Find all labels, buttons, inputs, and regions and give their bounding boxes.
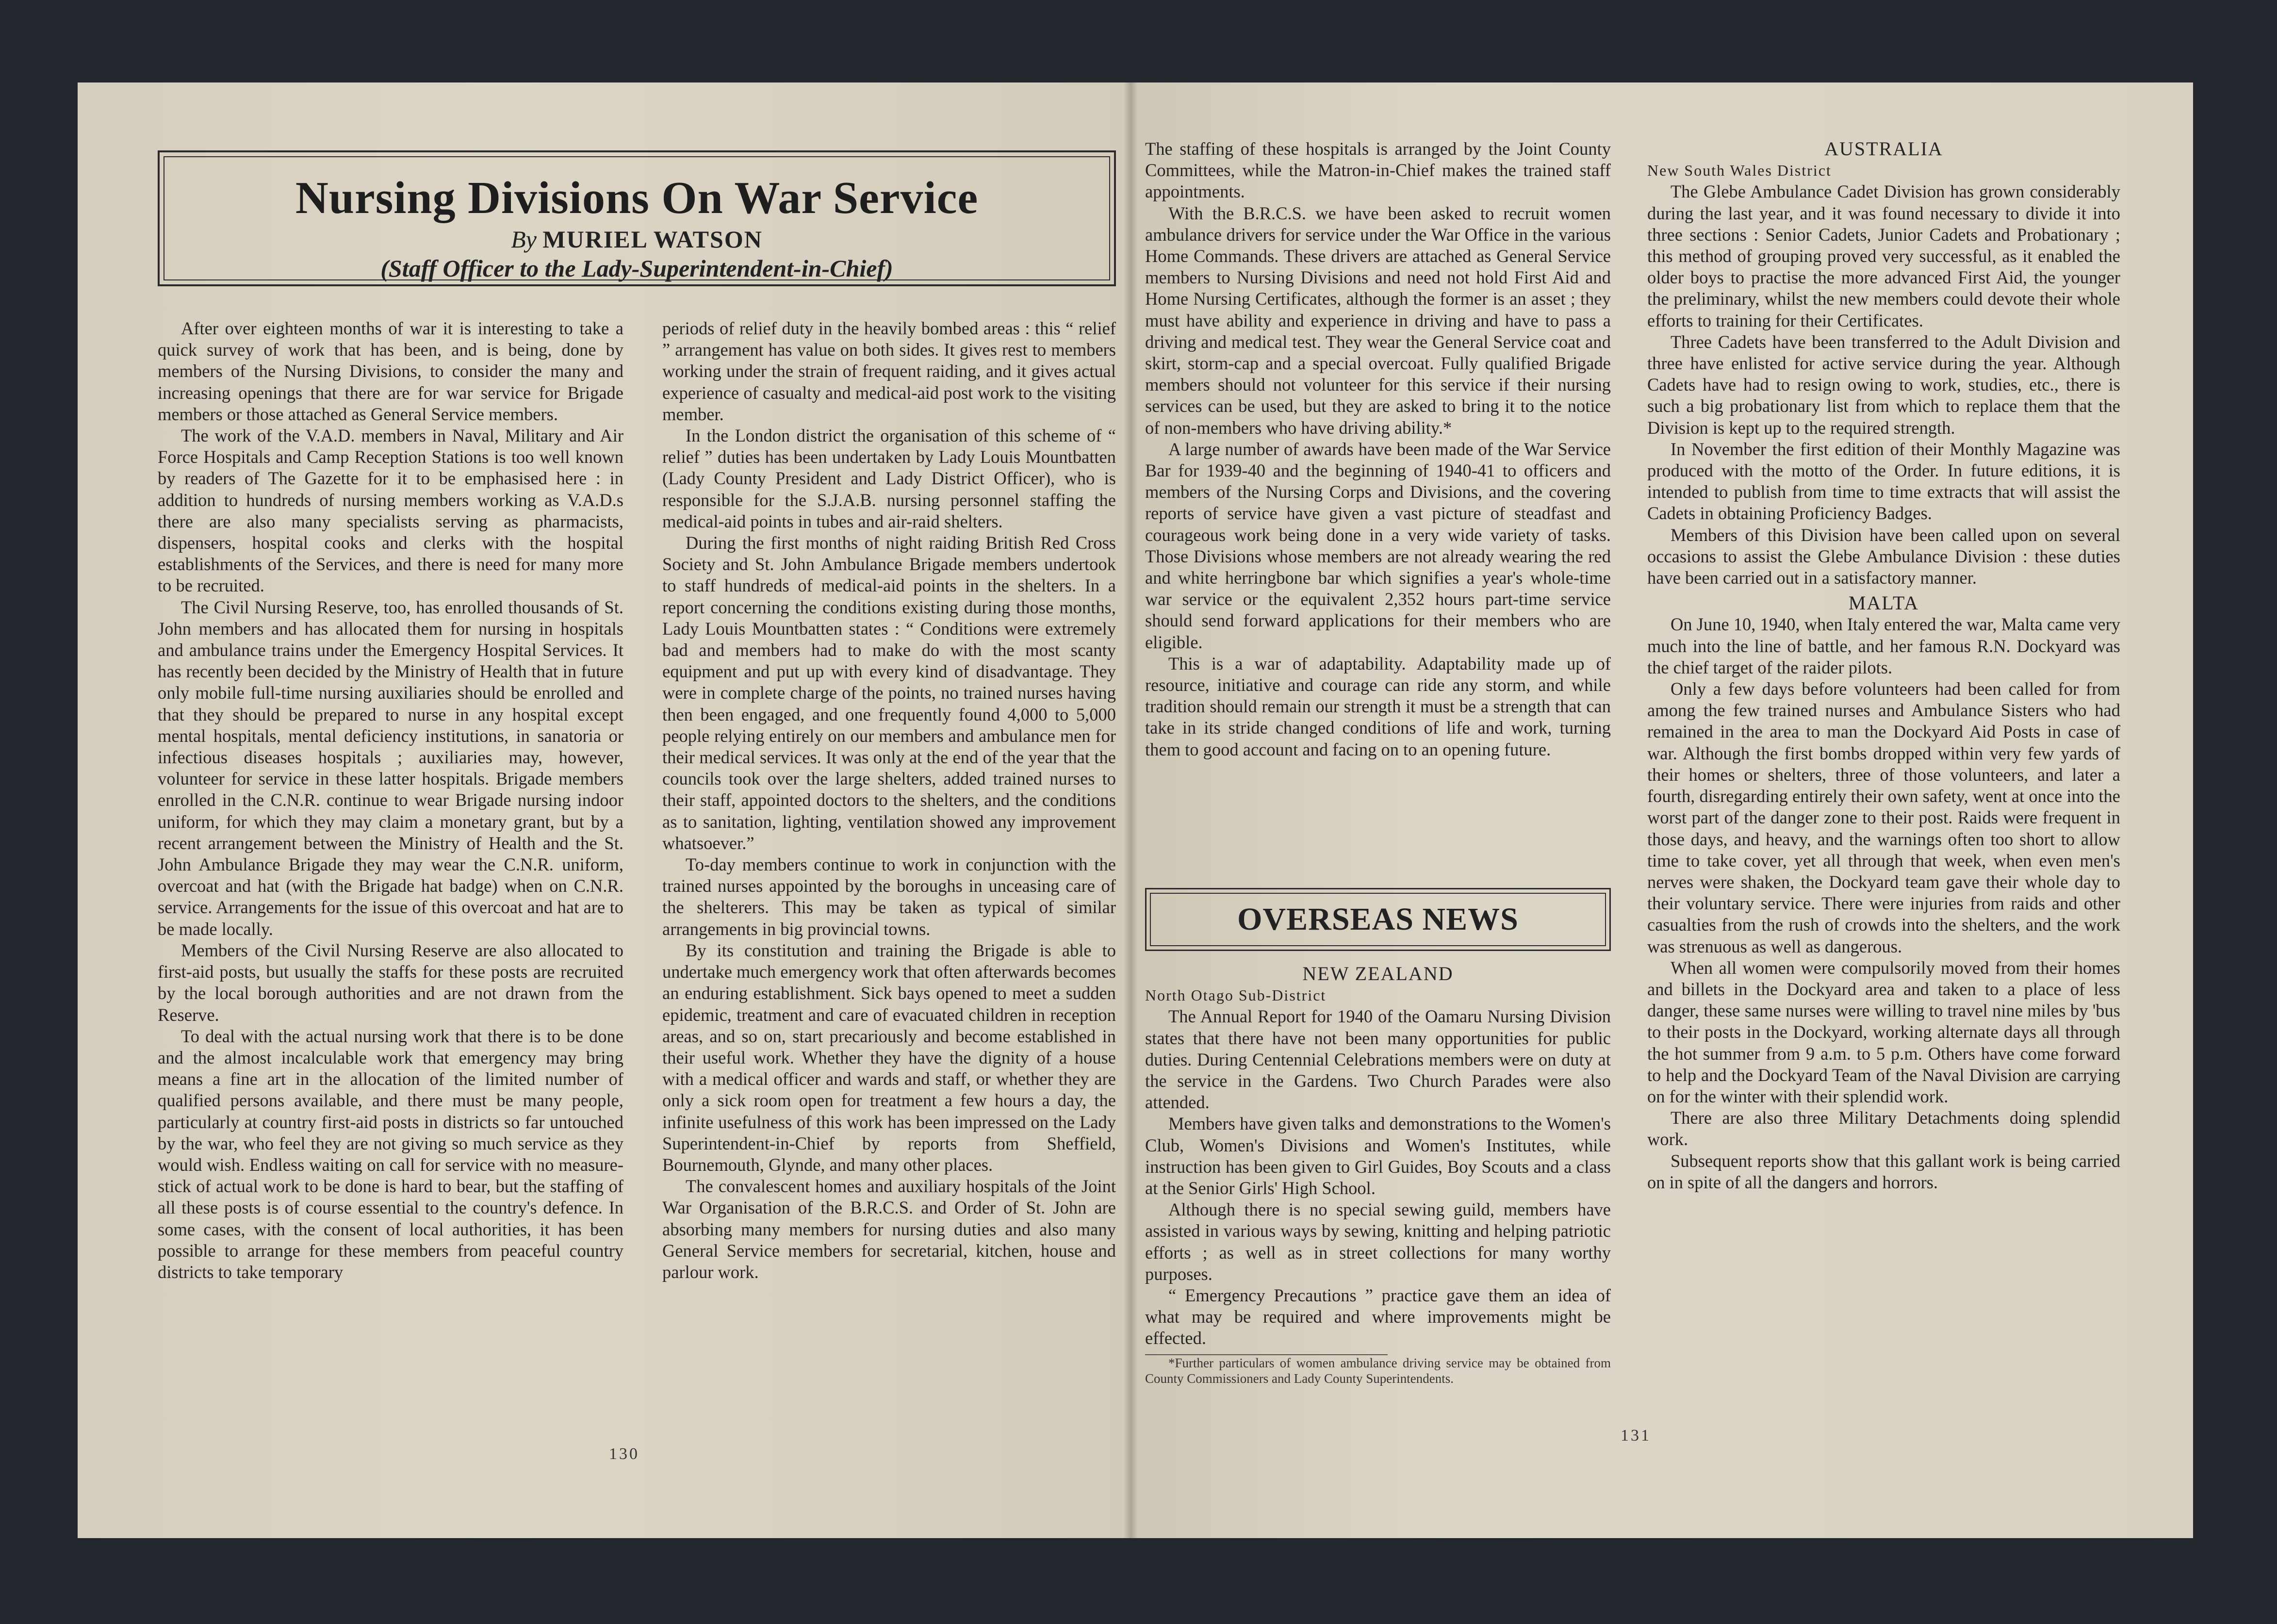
paragraph: During the first months of night raiding British Red Cross Society and St. John Ambulance Brigade members undertook to staff hundreds of medical-aid points in the shelters. In a report concerning the conditions existing during those months, Lady Louis Mountbatten states : “ Conditions were extremely bad and members had to make do with the most scanty equipment and put up with every kind of disadvantage. They were in complete charge of the points, no trained nurses having then been engaged, and one frequently found 4,000 to 5,000 people relying entirely on our members and ambulance men for their medical services. It was only at the end of the year that the councils took over the large shelters, added trained nurses to their staff, appointed doctors to the shelters, and the conditions as to sanitation, lighting, ventilation showed any improvement whatsoever.”: [662, 533, 1116, 853]
page-number-right: 131: [1621, 1427, 1651, 1444]
paragraph: The convalescent homes and auxiliary hospitals of the Joint War Organisation of the B.R.C.S. and Order of St. John are absorbing many members for nursing duties and also many General Service members for secretarial, kitchen, house and parlour work.: [662, 1176, 1116, 1282]
paragraph: When all women were compulsorily moved from their homes and billets in the Dockyard area and taken to a place of less danger, these same nurses were willing to travel nine miles by 'bus to their posts in the Dockyard, working alternate days all through the hot summer from 9 a.m. to 5 p.m. Others have come forward to help and the Dockyard Team of the Naval Division are carrying on for the winter with their splendid work.: [1647, 957, 2120, 1106]
paragraph: Members have given talks and demonstrations to the Women's Club, Women's Divisions and Women's Institutes, while instruction has been given to Girl Guides, Boy Scouts and a class at the Senior Girls' High School.: [1145, 1114, 1611, 1198]
paragraph: Only a few days before volunteers had been called for from among the few trained nurses and Ambulance Sisters who had remained in the area to man the Dockyard Aid Posts in case of war. Although the first bombs dropped within very few yards of their homes or shelters, three of those volunteers, and later a fourth, disregarding entirely their own safety, went at once into the worst part of the danger zone to their post. Raids were frequent in those days, and heavy, and the warnings often too short to allow time to take cover, yet all through that week, when even men's nerves were shaken, the Dockyard team gave their whole day to their voluntary service. There were injuries from raids and other casualties from the rush of crowds into the shelters, and the work was strenuous as well as dangerous.: [1647, 679, 2120, 956]
paragraph: With the B.R.C.S. we have been asked to recruit women ambulance drivers for service under the War Office in the various Home Commands. These drivers are attached as General Service members to Nursing Divisions and need not hold First Aid and Home Nursing Certificates, although the former is an asset ; they must have ability and experience in driving and have to pass a driving and medical test. They wear the General Service coat and skirt, storm-cap and a special overcoat. Fully qualified Brigade members should not volunteer for this service if their nursing services can be used, but they are asked to bring it to the notice of non-members who have driving ability.*: [1145, 203, 1611, 438]
paragraph: A large number of awards have been made of the War Service Bar for 1939-40 and the beginning of 1940-41 to officers and members of the Nursing Corps and Divisions, and the covering reports of service have given a vast picture of steadfast and courageous work being done in a very wide variety of tasks. Those Divisions whose members are not already wearing the red and white herringbone bar which signifies a year's whole-time war service or the equivalent 2,352 hours part-time service should send forward applications for their members who are eligible.: [1145, 439, 1611, 652]
section-heading-new-zealand: NEW ZEALAND: [1302, 963, 1454, 984]
paragraph: In November the first edition of their Monthly Magazine was produced with the motto of the Order. In future editions, it is intended to publish from time to time extracts that will assist the Cadets in obtaining Proficiency Badges.: [1647, 439, 2120, 524]
paragraph: Members of this Division have been called upon on several occasions to assist the Glebe Ambulance Division : these duties have been carried out in a satisfactory manner.: [1647, 525, 2120, 588]
article-title: Nursing Divisions On War Service: [295, 173, 979, 223]
overseas-news-heading: OVERSEAS NEWS: [1237, 902, 1519, 937]
paragraph: On June 10, 1940, when Italy entered the war, Malta came very much into the line of battle, and her famous R.N. Dockyard was the chief target of the raider pilots.: [1647, 614, 2120, 677]
byline: [160, 225, 1114, 253]
byline-prefix: By: [511, 226, 537, 253]
author-name: MURIEL WATSON: [542, 226, 763, 253]
article-title-box: [158, 150, 1116, 286]
column-3: [1145, 138, 1611, 760]
column-1: [158, 318, 623, 1283]
footnote: *Further particulars of women ambulance driving service may be obtained from County Commissioners and Lady County Superintendents.: [1145, 1355, 1611, 1386]
paragraph: To deal with the actual nursing work that there is to be done and the almost incalculable work that emergency may bring means a fine art in the allocation of the limited number of qualified persons available, and there must be many people, particularly at country first-aid posts in districts so far untouched by the war, who feel they are not giving so much service as they would wish. Endless waiting on call for service with no measure-stick of actual work to be done is hard to bear, but the staffing of all these posts is of course essential to the country's defence. In some cases, with the consent of local authorities, it has been possible to arrange for these members from peaceful country districts to take temporary: [158, 1026, 623, 1282]
page-gutter: [1123, 82, 1138, 1538]
paragraph: The Annual Report for 1940 of the Oamaru Nursing Division states that there have not been many opportunities for public duties. During Centennial Celebrations members were on duty at the service in the Gardens. Two Church Parades were also attended.: [1145, 1006, 1611, 1113]
subheading-north-otago: North Otago Sub-District: [1145, 986, 1327, 1004]
paragraph: “ Emergency Precautions ” practice gave them an idea of what may be required and where improvements might be effected.: [1145, 1285, 1611, 1348]
paragraph: The staffing of these hospitals is arranged by the Joint County Committees, while the Matron-in-Chief makes the trained staff appointments.: [1145, 139, 1611, 202]
paragraph: The Civil Nursing Reserve, too, has enrolled thousands of St. John members and has allocated them for nursing in hospitals and ambulance trains under the Emergency Hospital Services. It has recently been decided by the Ministry of Health that in future only mobile full-time nursing auxiliaries should be enrolled and that they should be prepared to nurse in any hospital except mental hospitals, mental deficiency institutions, in sanatoria or infectious diseases hospitals ; auxiliaries may, however, volunteer for service in these latter hospitals. Brigade members enrolled in the C.N.R. continue to wear Brigade nursing indoor uniform, for which they may claim a monetary grant, but by a recent arrangement between the Ministry of Health and the St. John Ambulance Brigade they may wear the C.N.R. uniform, overcoat and hat (with the Brigade hat badge) when on C.N.R. service. Arrangements for the issue of this overcoat and hat are to be made locally.: [158, 597, 623, 939]
subheading-new-south-wales: New South Wales District: [1647, 162, 1832, 180]
paragraph: periods of relief duty in the heavily bombed areas : this “ relief ” arrangement has value on both sides. It gives rest to members working under the strain of frequent raiding, and it gives actual experience of casualty and medical-aid post work to the visiting member.: [662, 318, 1116, 424]
author-role: (Staff Officer to the Lady-Superintendent-in-Chief): [380, 255, 893, 282]
paragraph: To-day members continue to work in conjunction with the trained nurses appointed by the boroughs in unceasing care of the shelterers. This may be taken as typical of similar arrangements in big provincial towns.: [662, 854, 1116, 939]
paragraph: The work of the V.A.D. members in Naval, Military and Air Force Hospitals and Camp Reception Stations is too well known by readers of The Gazette for it to be emphasised here : in addition to hundreds of nursing members working as V.A.D.s there are also many specialists serving as pharmacists, dispensers, hospital cooks and clerks with the hospital establishments of the Services, and there is need for many more to be recruited.: [158, 426, 623, 596]
paragraph: Subsequent reports show that this gallant work is being carried on in spite of all the dangers and horrors.: [1647, 1150, 2120, 1192]
left-page: [78, 82, 1130, 1538]
paragraph: Three Cadets have been transferred to the Adult Division and three have enlisted for active service during the year. Although Cadets have had to resign owing to work, studies, etc., there is such a big probationary list from which to replace them that the Division is kept up to the required strength.: [1647, 331, 2120, 438]
paragraph: The Glebe Ambulance Cadet Division has grown considerably during the last year, and it was found necessary to divide it into three sections : Senior Cadets, Junior Cadets and Probationary ; this method of grouping proved very successful, as it enabled the older boys to practise the more advanced First Aid, the younger the preliminary, whilst the new members could devote their whole efforts to training for their Certificates.: [1647, 181, 2120, 330]
paragraph: Although there is no special sewing guild, members have assisted in various ways by sewing, knitting and helping patriotic efforts ; as well as in street collections for many worthy purposes.: [1145, 1199, 1611, 1284]
page-number-left: 130: [609, 1445, 639, 1463]
column-4: [1647, 138, 2120, 1193]
paragraph: This is a war of adaptability. Adaptability made up of resource, initiative and courage can ride any storm, and while tradition should remain our strength it must be a strength that can take in its stride changed conditions of life and work, turning them to good account and facing on to an opening future.: [1145, 653, 1611, 759]
paragraph: By its constitution and training the Brigade is able to undertake much emergency work that often afterwards becomes an enduring establishment. Sick bays opened to meet a sudden epidemic, treatment and care of evacuated children in reception areas, and so on, start precariously and become established in their useful work. Whether they have the dignity of a house with a medical officer and wards and staff, or whether they are only a sick room open for treatment a few hours a day, the infinite usefulness of this work has been impressed on the Lady Superintendent-in-Chief by reports from Sheffield, Bournemouth, Glynde, and many other places.: [662, 940, 1116, 1175]
section-heading-australia: AUSTRALIA: [1824, 138, 1943, 160]
overseas-news-box: [1145, 888, 1611, 951]
paragraph: There are also three Military Detachments doing splendid work.: [1647, 1108, 2120, 1149]
magazine-spread: [78, 82, 2193, 1538]
paragraph: Members of the Civil Nursing Reserve are also allocated to first-aid posts, but usually the staffs for these posts are recruited by the local borough authorities and are not drawn from the Reserve.: [158, 940, 623, 1025]
column-2: [662, 318, 1116, 1283]
overseas-news-column: [1145, 963, 1611, 1386]
paragraph: After over eighteen months of war it is interesting to take a quick survey of work that has been, and is being, done by members of the Nursing Divisions, to consider the many and increasing openings that there are for war service for Brigade members or those attached as General Service members.: [158, 318, 623, 424]
paragraph: In the London district the organisation of this scheme of “ relief ” duties has been undertaken by Lady Louis Mountbatten (Lady County President and Lady District Officer), who is responsible for the S.J.A.B. nursing personnel staffing the medical-aid points in tubes and air-raid shelters.: [662, 426, 1116, 531]
section-heading-malta: MALTA: [1848, 592, 1919, 614]
